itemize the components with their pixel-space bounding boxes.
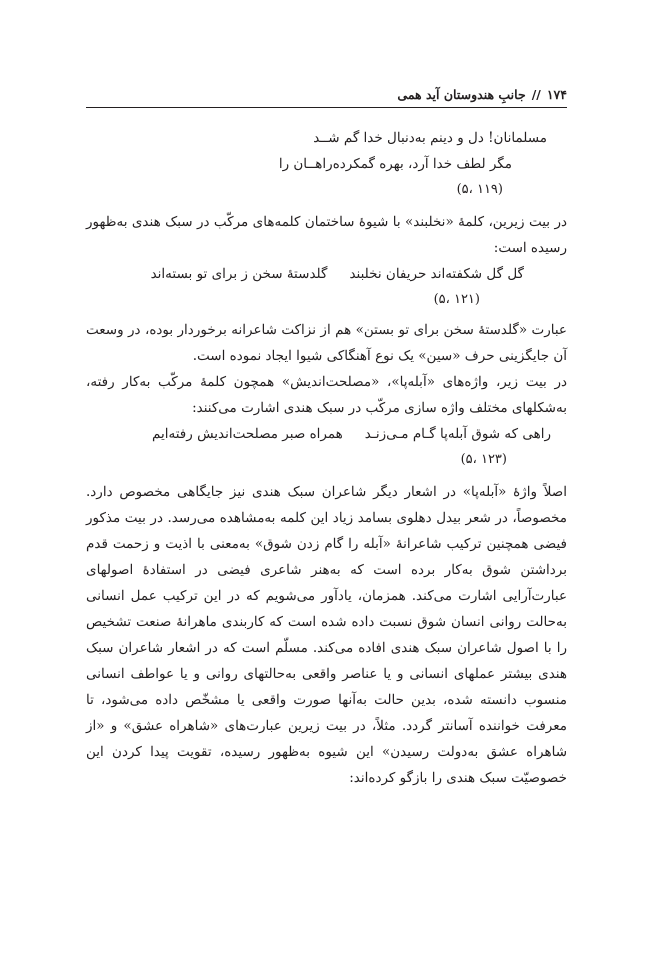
verse-block-1 xyxy=(86,125,567,203)
paragraph-4: اصلاً واژهٔ «آبله‌پا» در اشعار دیگر شاعران سبک هندی نیز جایگاهی مخصوص دارد. مخصوصاً، در شعر بیدل دهلوی بسامد زیاد این کلمه به‌مشاهده می‌رسد. در بیت مذکور فیضی همچنین ترکیب شاعرانهٔ «آبله را گام زدن شوق» به‌معنی با اذیت و زحمت قدم برداشتن شوق به‌کار برده است که به‌هنر شاعری فیضی در استفادهٔ اصولهای عبارت‌آرایی اشارت می‌کند. همزمان، یادآور می‌شویم که در این ترکیب عمل انسانی به‌حالت روانی انسان شوق نسبت داده شده است که کاربندی ماهرانهٔ صنعت تشخیص را با اصول شاعران سبک هندی افاده می‌کند. مسلّم است که در اشعار شاعران سبک هندی بیشتر عملهای انسانی و یا عناصر واقعی به‌حالتهای روانی و یا عواطف انسانی منسوب دانسته شده، بدین حالت به‌آنها صورت واقعی یا مشخّص داده می‌شود، تا معرفت خواننده آسانتر گردد. مثلاً، در بیت زیرین عبارت‌های «شاهراه عشق» و «از شاهراه عشق به‌دولت رسیدن» این شیوه به‌ظهور رسیده، تقویت پیدا کردن این خصوصیّت سبک هندی را بازگو کرده‌اند: xyxy=(86,484,567,786)
verse-1-reference: (۱۱۹ ،۵) xyxy=(456,182,503,197)
page-body xyxy=(86,125,567,791)
paragraph-2: عبارت «گلدستهٔ سخن برای تو بستن» هم از نزاکت شاعرانه برخوردار بوده، در وسعت آن جایگزینی حرف «سین» یک نوع آهنگاکی شیوا ایجاد نموده است. xyxy=(86,322,567,364)
paragraph-1: در بیت زیرین، کلمهٔ «نخلبند» با شیوهٔ ساختمان کلمه‌های مرکّب در سبک هندی به‌ظهور رسیده است: xyxy=(86,214,567,256)
running-head-title: جانبِ هندوستان آید همی xyxy=(397,86,526,102)
verse-block-3 xyxy=(86,421,567,473)
paragraph-3: در بیت زیر، واژه‌های «آبله‌پا»، «مصلحت‌اندیش» همچون کلمهٔ مرکّب به‌کار رفته، به‌شکلهای مختلف واژه سازی مرکّب در سبک هندی اشارت می‌کنند: xyxy=(86,374,567,416)
header-rule xyxy=(86,107,567,108)
verse-3-hemistich-2: همراه صبر مصلحت‌اندیش رفته‌ایم xyxy=(152,426,343,442)
verse-1-line-2: مگر لطف خدا آرد، بهره گمکرده‌راهــان را xyxy=(278,156,512,172)
verse-3-hemistich-1: راهی که شوق آبله‌پا گـام مـی‌زنـد xyxy=(364,426,551,442)
verse-2-hemistich-1: گل گل شکفته‌اند حریفان نخلبند xyxy=(349,266,524,282)
verse-1-line-1: مسلمانان! دل و دینم به‌دنبال خدا گم شــد xyxy=(313,130,547,146)
running-head-separator: // xyxy=(531,86,541,102)
verse-2-hemistich-2: گلدستهٔ سخن ز برای تو بسته‌اند xyxy=(150,266,328,282)
page-number: ۱۷۴ xyxy=(546,86,567,102)
running-head xyxy=(86,83,567,105)
verse-block-2 xyxy=(86,261,567,313)
verse-2-reference: (۱۲۱ ،۵) xyxy=(433,292,480,307)
verse-3-reference: (۱۲۳ ،۵) xyxy=(460,452,507,467)
